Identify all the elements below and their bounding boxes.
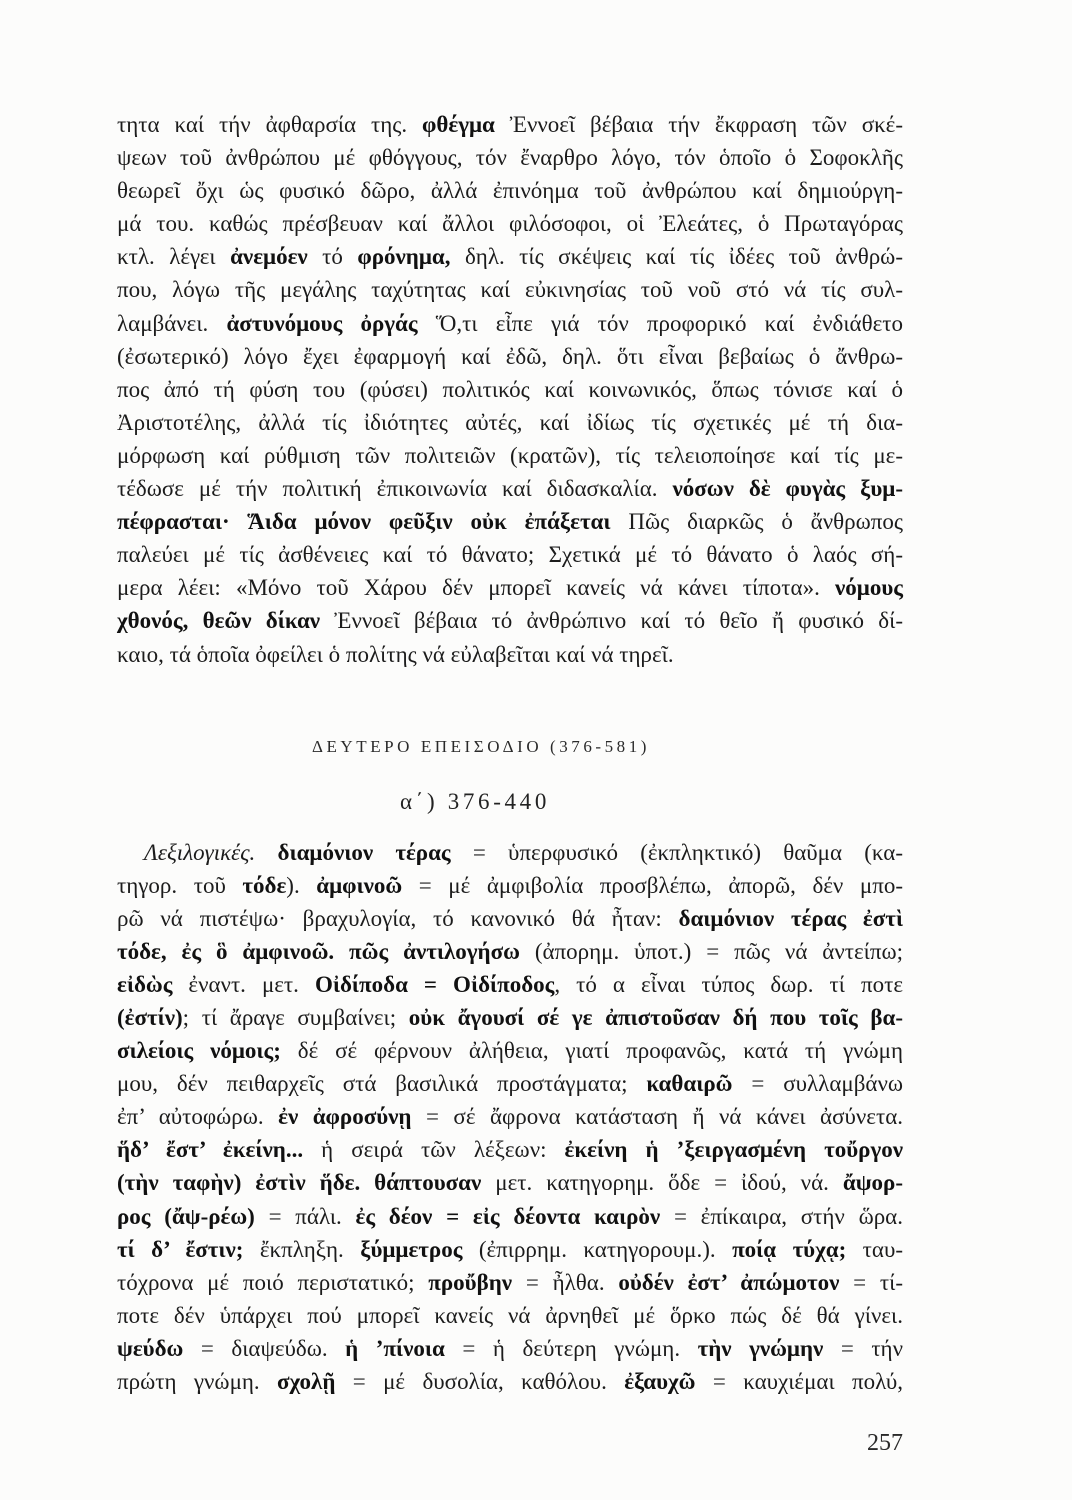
text-line	[117, 869, 903, 902]
text-line	[117, 505, 903, 538]
text-line	[117, 538, 903, 571]
text-run: , τό α εἶναι τύπος δωρ. τί ποτε	[554, 972, 904, 998]
text-line	[117, 902, 903, 935]
greek-lemma: ρος (ἄψ-ρέω)	[117, 1203, 255, 1229]
greek-lemma: καθαιρῶ	[646, 1071, 733, 1097]
text-line	[117, 935, 903, 968]
text-run: ).	[286, 873, 317, 899]
text-line	[117, 340, 903, 373]
text-run: Ἐννοεῖ βέβαια τό ἀνθρώπινο καί τό θεῖο ἤ φυσικό δί-	[320, 608, 903, 634]
vocabulary-label: Λεξιλογικές.	[144, 840, 278, 865]
greek-lemma: οὐκ ἄγουσί σέ γε ἀπιστοῦσαν δή που τοῖς βα-	[408, 1005, 903, 1031]
greek-lemma: χθονός, θεῶν δίκαν	[117, 608, 321, 634]
text-run: Ὅ,τι εἶπε γιά τόν προφορικό καί ἐνδιάθετο	[417, 310, 904, 336]
text-line	[117, 1332, 903, 1365]
text-line	[117, 472, 903, 505]
greek-lemma: τόδε, ἐς ὃ ἀμφινοῶ. πῶς ἀντιλογήσω	[117, 939, 520, 965]
text-run: = πάλι.	[254, 1203, 356, 1229]
text-run: τηγορ. τοῦ	[117, 873, 243, 899]
text-line	[117, 604, 903, 637]
text-line	[117, 1001, 903, 1034]
text-line	[117, 141, 903, 174]
text-run: = ὑπερφυσικό (ἐκπληκτικό) θαῦμα (κα-	[450, 840, 904, 865]
text-line	[117, 1166, 903, 1199]
greek-lemma: ξύμμετρος	[360, 1236, 463, 1262]
greek-lemma: ἐξαυχῶ	[624, 1368, 696, 1394]
text-line	[117, 968, 903, 1001]
text-run: Πῶς διαρκῶς ὁ ἄνθρωπος	[610, 509, 903, 535]
text-run: τέδωσε μέ τήν πολιτική ἐπικοινωνία καί διδασκαλία.	[117, 476, 673, 502]
text-line	[117, 1233, 903, 1266]
text-run: ; τί ἄραγε συμβαίνει;	[182, 1005, 409, 1031]
greek-lemma: διαμόνιον τέρας	[277, 840, 451, 865]
text-run: ἡ σειρά τῶν λέξεων:	[303, 1137, 565, 1163]
greek-lemma: πέφρασται· Ἅιδα μόνον φεῦξιν οὐκ ἐπάξεται	[117, 509, 611, 535]
section-heading: ΔΕΥΤΕΡΟ ΕΠΕΙΣΟΔΙΟ (376-581)	[312, 737, 650, 756]
text-line	[117, 207, 903, 240]
greek-lemma: εἰδὼς	[117, 972, 173, 998]
text-run: δηλ. τίς σκέψεις καί τίς ἰδέες τοῦ ἀνθρώ-	[450, 244, 903, 270]
text-line	[117, 571, 903, 604]
text-line	[117, 406, 903, 439]
page-number: 257	[867, 1430, 903, 1456]
greek-lemma: τόδε	[242, 873, 287, 899]
greek-lemma: ἀστυνόμους ὀργάς	[226, 310, 418, 336]
greek-lemma: τὴν γνώμην	[697, 1335, 824, 1361]
text-line	[117, 1200, 903, 1233]
subsection-heading: α΄) 376-440	[400, 789, 550, 814]
text-line	[117, 273, 903, 306]
greek-lemma: ἀνεμόεν	[230, 244, 308, 270]
text-run: μά του. καθώς πρέσβευαν καί ἄλλοι φιλόσοφοι, οἱ Ἐλεάτες, ὁ Πρωταγόρας	[117, 211, 903, 237]
greek-lemma: προὔβην	[428, 1269, 513, 1295]
text-run: μόρφωση καί ρύθμιση τῶν πολιτειῶν (κρατῶν), τίς τελειοποίησε καί τίς με-	[117, 442, 903, 468]
greek-lemma: τί δ’ ἔστιν;	[117, 1236, 244, 1262]
text-run: ἔκπληξη.	[243, 1236, 361, 1262]
text-run: που, λόγω τῆς μεγάλης ταχύτητας καί εὐκινησίας τοῦ νοῦ στό νά τίς συλ-	[117, 277, 903, 303]
text-run: παλεύει μέ τίς ἀσθένειες καί τό θάνατο; Σχετικά μέ τό θάνατο ὁ λαός σή-	[117, 542, 903, 568]
vocabulary-paragraph	[117, 836, 903, 1398]
greek-lemma: Οἰδίποδα = Οἰδίποδος	[314, 972, 555, 998]
text-run: = σέ ἄφρονα κατάσταση ἤ νά κάνει ἀσύνετα.	[411, 1104, 903, 1130]
text-run: μετ. κατηγορημ. ὅδε = ἰδού, νά.	[481, 1170, 843, 1196]
greek-lemma: οὐδέν ἐστ’ ἀπώμοτον	[618, 1269, 840, 1295]
commentary-paragraph	[117, 108, 903, 671]
text-run: Ἐννοεῖ βέβαια τήν ἔκφραση τῶν σκέ-	[494, 112, 903, 137]
text-run: ταυ-	[846, 1236, 903, 1262]
text-line	[117, 108, 903, 141]
greek-lemma: ἀμφινοῶ	[316, 873, 403, 899]
text-line	[117, 1034, 903, 1067]
text-line	[117, 439, 903, 472]
text-run: ἐπ’ αὐτοφώρω.	[117, 1104, 279, 1130]
text-run: (ἐσωτερικό) λόγο ἔχει ἐφαρμογή καί ἐδῶ, δηλ. ὅτι εἶναι βεβαίως ὁ ἄνθρω-	[117, 343, 903, 369]
text-run: θεωρεῖ ὄχι ὡς φυσικό δῶρο, ἀλλά ἐπινόημα τοῦ ἀνθρώπου καί δημιούργη-	[117, 178, 903, 204]
text-run: δέ σέ φέρνουν ἀλήθεια, γιατί προφανῶς, κατά τή γνώμη	[280, 1038, 904, 1064]
text-run: ψεων τοῦ ἀνθρώπου μέ φθόγγους, τόν ἔναρθρο λόγο, τόν ὁποῖο ὁ Σοφοκλῆς	[117, 145, 903, 171]
greek-lemma: ἄψορ-	[842, 1170, 903, 1196]
text-line	[117, 1133, 903, 1166]
greek-lemma: ἐς δέον = εἰς δέοντα καιρὸν	[355, 1203, 661, 1229]
greek-lemma: ἐκείνη ἡ ’ξειργασμένη τοὔργον	[564, 1137, 904, 1163]
greek-lemma: φρόνημα,	[357, 244, 451, 270]
text-run: μερα λέει: «Μόνο τοῦ Χάρου δέν μπορεῖ κανείς νά κάνει τίποτα».	[117, 575, 836, 601]
text-run: = διαψεύδω.	[183, 1335, 346, 1361]
text-run: μου, δέν πειθαρχεῖς στά βασιλικά προστάγματα;	[117, 1071, 647, 1097]
text-run: τόχρονα μέ ποιό περιστατικό;	[117, 1269, 429, 1295]
greek-lemma: σιλείοις νόμοις;	[117, 1038, 281, 1064]
text-line	[117, 1067, 903, 1100]
text-run: ποτε δέν ὑπάρχει πού μπορεῖ κανείς νά ἀρνηθεῖ μέ ὅρκο πώς δέ θά γίνει.	[117, 1302, 903, 1328]
text-run: = τήν	[823, 1335, 903, 1361]
text-run: καιο, τά ὁποῖα ὀφείλει ὁ πολίτης νά εὐλαβεῖται καί νά τηρεῖ.	[117, 641, 674, 667]
greek-lemma: νόσων δὲ φυγὰς ξυμ-	[672, 476, 903, 502]
text-run: (ἀπορημ. ὑποτ.) = πῶς νά ἀντείπω;	[519, 939, 903, 965]
text-run: λαμβάνει.	[117, 310, 227, 336]
text-line	[117, 1299, 903, 1332]
text-line	[117, 373, 903, 406]
greek-lemma: ἡ ’πίνοια	[345, 1335, 445, 1361]
text-run: = μέ ἀμφιβολία προσβλέπω, ἀπορῶ, δέν μπο-	[402, 873, 903, 899]
text-line	[117, 638, 674, 671]
greek-lemma: (τὴν ταφὴν) ἐστὶν ἥδε. θάπτουσαν	[117, 1170, 482, 1196]
text-run: Ἀριστοτέλης, ἀλλά τίς ἰδιότητες αὐτές, καί ἰδίως τίς σχετικές μέ τή δια-	[117, 409, 903, 435]
greek-lemma: ποίᾳ τύχᾳ;	[732, 1236, 847, 1262]
greek-lemma: σχολῇ	[277, 1368, 336, 1394]
text-run: ρῶ νά πιστέψω· βραχυλογία, τό κανονικό θά ἦταν:	[117, 906, 679, 932]
greek-lemma: φθέγμα	[422, 112, 495, 137]
text-line	[117, 1266, 903, 1299]
text-run: = ἦλθα.	[512, 1269, 619, 1295]
text-line	[117, 307, 903, 340]
greek-lemma: νόμους	[835, 575, 903, 601]
text-run: (ἐπιρρημ. κατηγορουμ.).	[462, 1236, 733, 1262]
text-run: = καυχιέμαι πολύ,	[695, 1368, 903, 1394]
text-run: = τί-	[839, 1269, 904, 1295]
greek-lemma: δαιμόνιον τέρας ἐστὶ	[678, 906, 903, 932]
text-run: τό	[307, 244, 358, 270]
text-run: πος ἀπό τή φύση του (φύσει) πολιτικός καί κοινωνικός, ὅπως τόνισε καί ὁ	[117, 376, 903, 402]
text-line	[117, 1100, 903, 1133]
greek-lemma: ἥδ’ ἔστ’ ἐκείνη...	[117, 1137, 304, 1163]
text-run: = ἐπίκαιρα, στήν ὥρα.	[660, 1203, 903, 1229]
text-line	[117, 240, 903, 273]
text-line	[117, 174, 903, 207]
greek-lemma: ἐν ἀφροσύνῃ	[278, 1104, 412, 1130]
text-line	[117, 1365, 903, 1398]
text-run: ἐναντ. μετ.	[172, 972, 315, 998]
text-run: κτλ. λέγει	[117, 244, 231, 270]
text-run: = ἡ δεύτερη γνώμη.	[444, 1335, 698, 1361]
text-run: = μέ δυσολία, καθόλου.	[335, 1368, 625, 1394]
greek-lemma: ψεύδω	[117, 1335, 184, 1361]
text-line	[144, 836, 903, 869]
text-run: = συλλαμβάνω	[732, 1071, 903, 1097]
text-run: πρώτη γνώμη.	[117, 1368, 278, 1394]
text-run: τητα καί τήν ἀφθαρσία της.	[117, 112, 423, 137]
greek-lemma: (ἐστίν)	[117, 1005, 183, 1031]
